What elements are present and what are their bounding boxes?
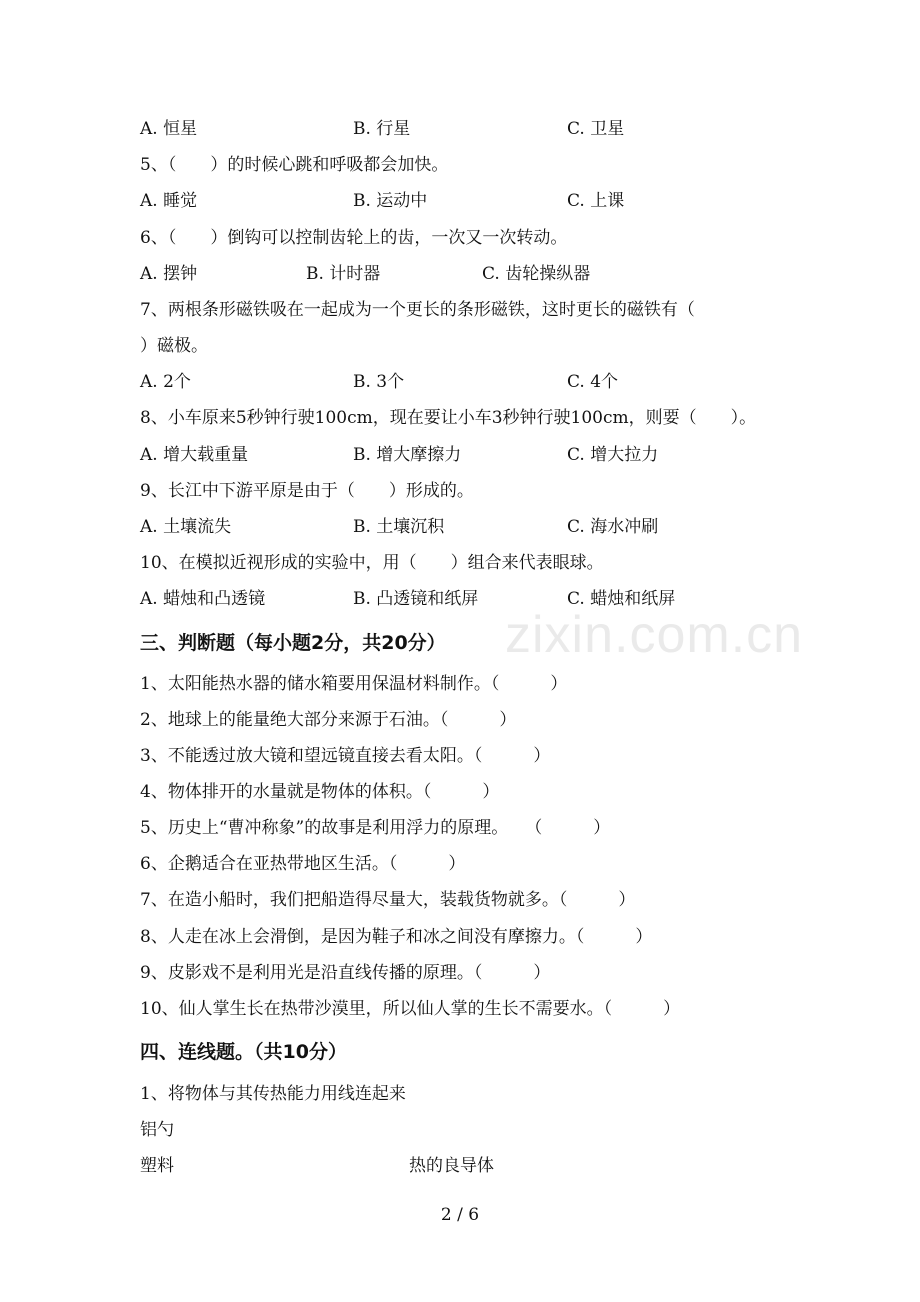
q6-option-a: A. 摆钟: [140, 264, 198, 284]
judge-item-2: 2、地球上的能量绝大部分来源于石油。（ ）: [140, 710, 517, 730]
q9-option-b: B. 土壤沉积: [353, 517, 445, 537]
judge-item-5: 5、历史上“曹冲称象”的故事是利用浮力的原理。 （ ）: [140, 818, 611, 838]
q4-option-c: C. 卫星: [567, 119, 625, 139]
judge-item-9: 9、皮影戏不是利用光是沿直线传播的原理。（ ）: [140, 963, 551, 983]
judge-item-8: 8、人走在冰上会滑倒，是因为鞋子和冰之间没有摩擦力。（ ）: [140, 927, 653, 947]
judge-item-10: 10、仙人掌生长在热带沙漠里，所以仙人掌的生长不需要水。（ ）: [140, 999, 681, 1019]
q7-text-line2: ）磁极。: [140, 336, 208, 356]
q5-option-a: A. 睡觉: [140, 191, 198, 211]
q9-text: 9、长江中下游平原是由于（ ）形成的。: [140, 481, 474, 501]
q8-option-c: C. 增大拉力: [567, 445, 659, 465]
judge-item-6: 6、企鹅适合在亚热带地区生活。（ ）: [140, 854, 466, 874]
q7-option-b: B. 3个: [353, 372, 405, 392]
judge-item-1: 1、太阳能热水器的储水箱要用保温材料制作。（ ）: [140, 674, 568, 694]
q7-option-a: A. 2个: [140, 372, 191, 392]
q8-option-b: B. 增大摩擦力: [353, 445, 462, 465]
watermark-text: zixin.com.cn: [505, 606, 804, 664]
q5-option-b: B. 运动中: [353, 191, 428, 211]
q7-option-c: C. 4个: [567, 372, 619, 392]
q6-option-c: C. 齿轮操纵器: [482, 264, 591, 284]
q7-text-line1: 7、两根条形磁铁吸在一起成为一个更长的条形磁铁，这时更长的磁铁有（: [140, 300, 695, 320]
q10-option-c: C. 蜡烛和纸屏: [567, 589, 676, 609]
section3-heading: 三、判断题（每小题2分，共20分）: [140, 632, 446, 654]
judge-item-3: 3、不能透过放大镜和望远镜直接去看太阳。（ ）: [140, 746, 551, 766]
q5-option-c: C. 上课: [567, 191, 625, 211]
match-left-item-2: 塑料: [140, 1156, 174, 1176]
q6-text: 6、（ ）倒钩可以控制齿轮上的齿，一次又一次转动。: [140, 228, 568, 248]
q10-option-b: B. 凸透镜和纸屏: [353, 589, 479, 609]
judge-item-4: 4、物体排开的水量就是物体的体积。（ ）: [140, 782, 500, 802]
q4-option-b: B. 行星: [353, 119, 411, 139]
match-question-1: 1、将物体与其传热能力用线连起来: [140, 1084, 406, 1104]
match-left-item-1: 铝勺: [140, 1120, 174, 1140]
q5-text: 5、（ ）的时候心跳和呼吸都会加快。: [140, 155, 449, 175]
q9-option-a: A. 土壤流失: [140, 517, 232, 537]
q10-option-a: A. 蜡烛和凸透镜: [140, 589, 266, 609]
q4-option-a: A. 恒星: [140, 119, 198, 139]
q8-option-a: A. 增大载重量: [140, 445, 249, 465]
page-number: 2 / 6: [440, 1205, 480, 1225]
q8-text: 8、小车原来5秒钟行驶100cm，现在要让小车3秒钟行驶100cm，则要（ ）。: [140, 408, 757, 428]
q9-option-c: C. 海水冲刷: [567, 517, 659, 537]
judge-item-7: 7、在造小船时，我们把船造得尽量大，装载货物就多。（ ）: [140, 890, 636, 910]
q10-text: 10、在模拟近视形成的实验中，用（ ）组合来代表眼球。: [140, 553, 604, 573]
q6-option-b: B. 计时器: [306, 264, 381, 284]
section4-heading: 四、连线题。（共10分）: [140, 1041, 347, 1063]
match-right-item-1: 热的良导体: [409, 1156, 494, 1176]
